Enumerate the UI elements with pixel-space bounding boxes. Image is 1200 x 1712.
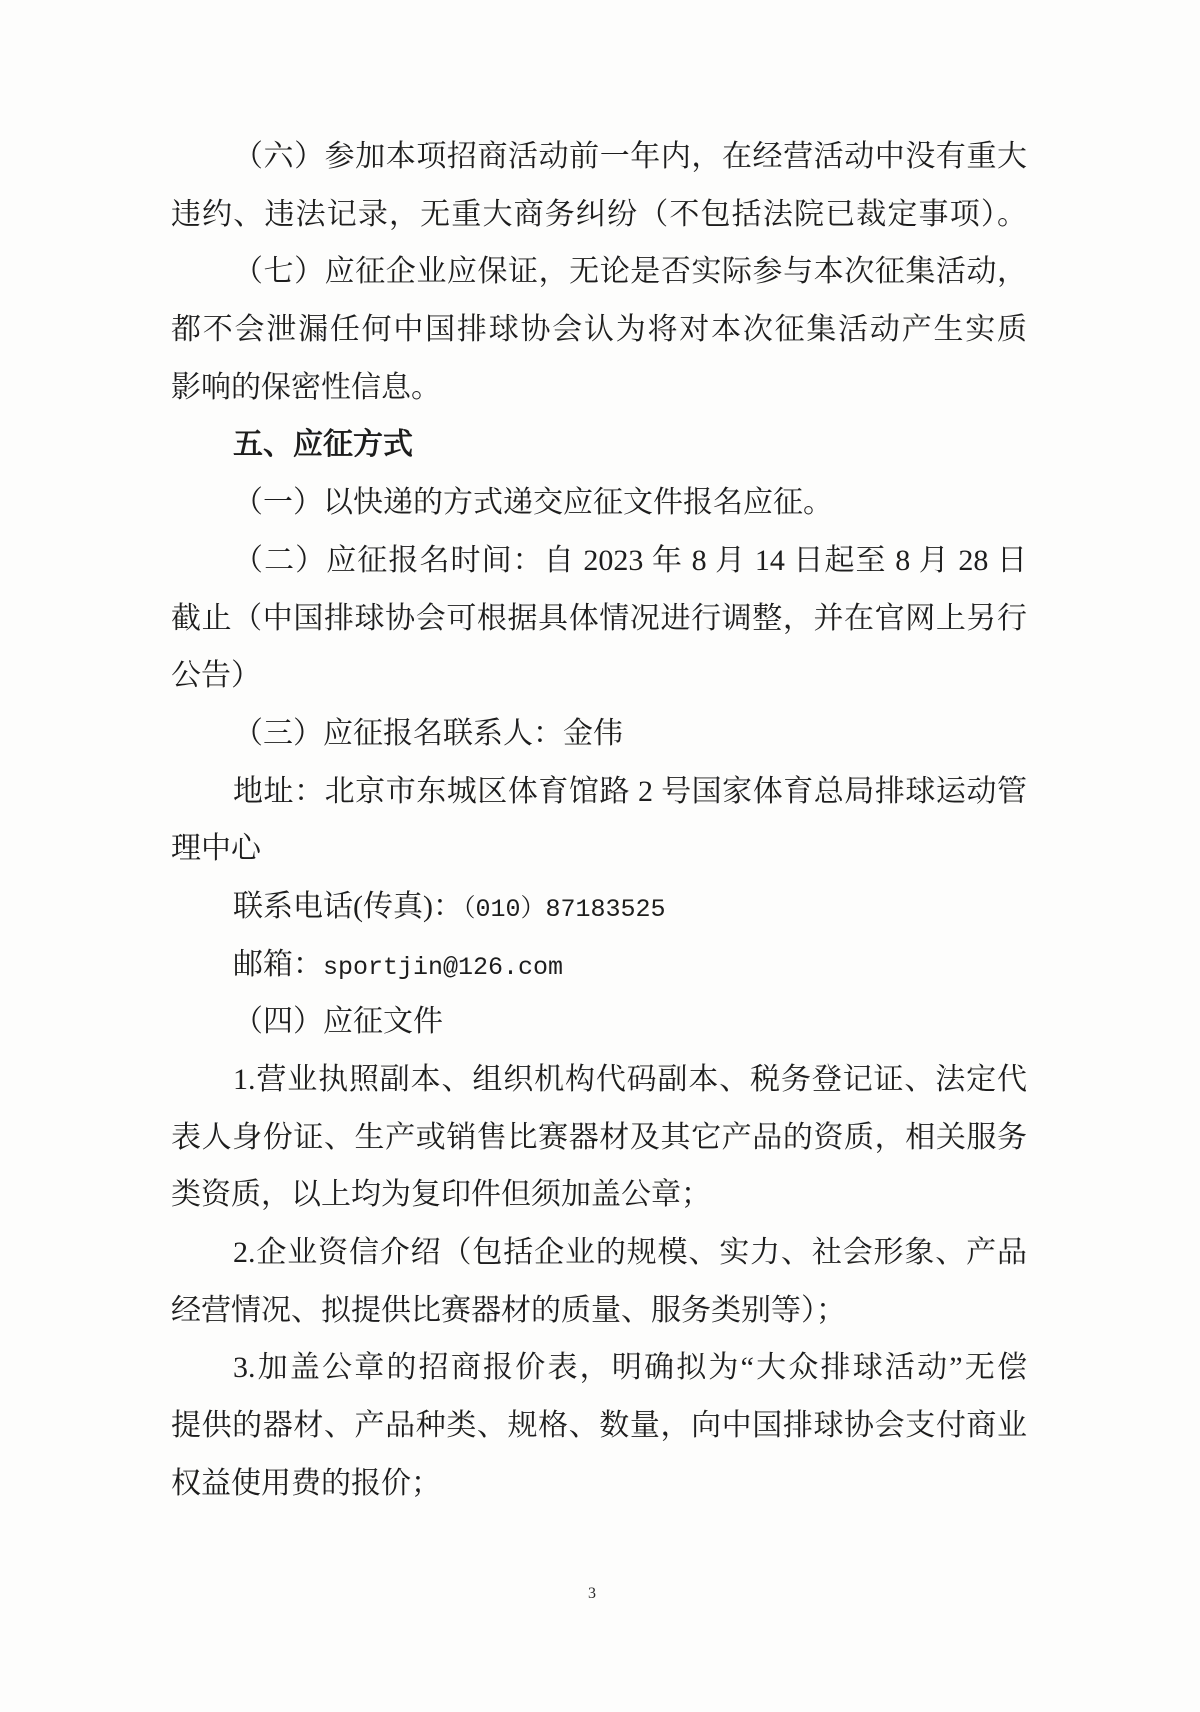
section-heading: 五、应征方式 [233,428,413,462]
text-line: （六）参加本项招商活动前一年内，在经营活动中没有重大 [233,140,1027,173]
method-item-3: （三）应征报名联系人：金伟 [233,716,623,750]
text-line: 3.加盖公章的招商报价表，明确拟为“大众排球活动”无偿 [233,1351,1027,1385]
text-line: 公告） [171,659,261,693]
phone-label: 联系电话(传真)： [233,889,463,923]
contact-address [171,763,1027,878]
clause-item-7 [171,243,1027,416]
text-line: 经营情况、拟提供比赛器材的质量、服务类别等）； [171,1293,846,1327]
method-item-1: （一）以快递的方式递交应征文件报名应征。 [233,486,833,520]
contact-email [171,936,1027,994]
text-line: 都不会泄漏任何中国排球协会认为将对本次征集活动产生实质 [171,313,1027,347]
document-item-3 [171,1339,1027,1512]
document-body [171,128,1027,1513]
text-line: 提供的器材、产品种类、规格、数量，向中国排球协会支付商业 [171,1409,1027,1443]
text-line: 权益使用费的报价； [171,1466,441,1500]
text-line: （七）应征企业应保证，无论是否实际参与本次征集活动， [233,255,1027,289]
text-line: 表人身份证、生产或销售比赛器材及其它产品的资质，相关服务 [171,1120,1027,1154]
method-item-4: （四）应征文件 [233,1005,443,1039]
text-line: （二）应征报名时间：自 2023 年 8 月 14 日起至 8 月 28 日 [233,543,1027,577]
clause-item-6 [171,128,1027,243]
text-line: 1.营业执照副本、组织机构代码副本、税务登记证、法定代 [233,1063,1027,1096]
page-number: 3 [588,1585,596,1602]
text-line: 理中心 [171,832,261,866]
method-item-2 [171,532,1027,705]
text-line: 地址：北京市东城区体育馆路 2 号国家体育总局排球运动管 [233,774,1027,808]
phone-number: （010）87183525 [462,894,666,924]
text-line: 截止（中国排球协会可根据具体情况进行调整，并在官网上另行 [171,601,1027,635]
text-line: 类资质，以上均为复印件但须加盖公章； [171,1178,711,1212]
contact-phone [171,878,1027,936]
text-line: 2.企业资信介绍（包括企业的规模、实力、社会形象、产品 [233,1236,1027,1270]
text-line: 违约、违法记录，无重大商务纠纷（不包括法院已裁定事项）。 [171,197,1027,231]
email-address: sportjin@126.com [323,952,564,982]
document-item-2 [171,1224,1027,1339]
text-line: 影响的保密性信息。 [171,370,441,404]
email-label: 邮箱： [233,947,323,981]
document-item-1 [171,1051,1027,1224]
